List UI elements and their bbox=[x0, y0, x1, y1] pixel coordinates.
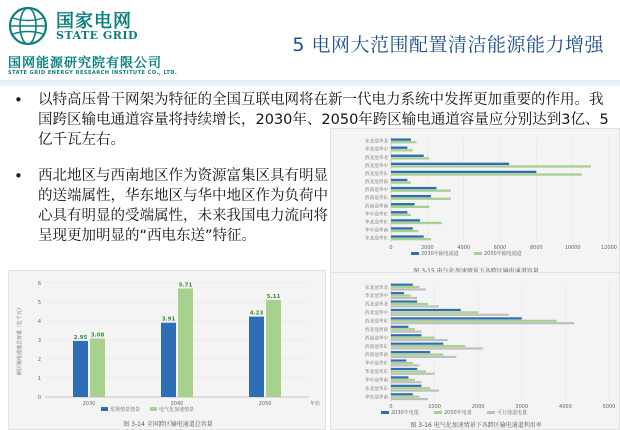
bar bbox=[391, 309, 461, 311]
title-divider-band bbox=[0, 80, 620, 86]
legend-swatch bbox=[474, 252, 482, 255]
figure-3-16-panel bbox=[330, 272, 620, 430]
data-label: 3.91 bbox=[161, 316, 176, 323]
bar bbox=[391, 187, 436, 189]
x-tick-label: 5000 bbox=[602, 404, 616, 410]
bar bbox=[391, 385, 422, 387]
bar bbox=[391, 238, 431, 240]
bar bbox=[391, 149, 413, 151]
legend-label: 2030年输电通道 bbox=[421, 251, 459, 257]
bar bbox=[391, 179, 407, 181]
legend-label: 2030年电量 bbox=[391, 410, 419, 416]
bullet-item bbox=[14, 166, 334, 246]
x-tick-label: 3000 bbox=[515, 404, 529, 410]
x-axis-title: 年份 bbox=[309, 401, 321, 407]
bar bbox=[391, 331, 422, 333]
category-label: 西北送华中 bbox=[365, 163, 388, 169]
bar bbox=[391, 322, 574, 324]
slide-title: 5 电网大范围配置清洁能源能力增强 bbox=[292, 34, 604, 56]
bar bbox=[391, 227, 413, 229]
bar bbox=[391, 155, 424, 157]
bar bbox=[73, 341, 88, 397]
bullet-text: 以特高压骨干网架为特征的全国互联电网将在新一代电力系统中发挥更加重要的作用。我国跨区输电通道容量将持续增长，2030年、2050年跨区输电通道容量应分别达到3亿、5亿千瓦左右。 bbox=[38, 92, 609, 148]
category-label: 西南送华东 bbox=[365, 344, 388, 350]
bullet-text: 西北地区与西南地区作为资源富集区具有明显的送端属性，华东地区与华中地区作为负荷中心具有明显的受端属性，未来我国电力流向将呈现更加明显的“西电东送”特征。 bbox=[38, 168, 328, 244]
legend-swatch bbox=[381, 411, 389, 414]
bar bbox=[391, 353, 443, 355]
category-label: 西北送西南 bbox=[365, 327, 388, 333]
bar bbox=[391, 351, 430, 353]
figure-caption: 图 3-14 全国跨区输电通道总容量 bbox=[123, 421, 213, 428]
bar bbox=[391, 334, 422, 336]
bar bbox=[266, 300, 281, 397]
x-tick-label: 2040 bbox=[170, 401, 184, 407]
institute-english-name: STATE GRID ENERGY RESEARCH INSTITUTE CO., LTD. bbox=[8, 70, 178, 76]
bar bbox=[391, 214, 411, 216]
bar bbox=[391, 181, 411, 183]
bar bbox=[391, 370, 426, 372]
bar bbox=[391, 288, 426, 290]
category-label: 西南送华中 bbox=[365, 336, 388, 342]
legend-label: 可行通道电量 bbox=[497, 410, 528, 416]
y-tick-label: 1 bbox=[37, 375, 41, 382]
category-label: 华北送华东 bbox=[365, 220, 388, 226]
legend-swatch bbox=[487, 411, 495, 414]
logo-chinese-name: 国家电网 bbox=[56, 11, 132, 32]
x-tick-label: 4000 bbox=[559, 404, 572, 410]
x-tick-label: 2000 bbox=[420, 245, 434, 251]
y-tick-label: 3 bbox=[37, 337, 41, 344]
bar bbox=[391, 141, 416, 143]
bar bbox=[391, 356, 456, 358]
bar bbox=[391, 343, 443, 345]
bar bbox=[391, 235, 424, 237]
data-label: 5.71 bbox=[178, 282, 193, 289]
bar bbox=[161, 323, 176, 397]
bar bbox=[391, 284, 413, 286]
bar bbox=[391, 347, 483, 349]
bar bbox=[391, 317, 522, 319]
bar bbox=[391, 311, 478, 313]
bar bbox=[391, 398, 428, 400]
figure-caption: 图 3-16 电气化加速情景下各跨区输电通道利用率 bbox=[410, 422, 542, 429]
bar bbox=[391, 222, 442, 224]
x-tick-label: 4000 bbox=[457, 245, 471, 251]
category-label: 西北送西南 bbox=[365, 180, 388, 186]
legend-swatch bbox=[150, 407, 157, 411]
category-label: 西南送华南 bbox=[365, 204, 388, 210]
x-tick-label: 12000 bbox=[601, 245, 617, 251]
bar bbox=[391, 364, 419, 366]
category-label: 西北送华北 bbox=[365, 302, 388, 308]
bar bbox=[391, 320, 557, 322]
category-label: 华中送华南 bbox=[365, 378, 388, 384]
category-label: 西南送华南 bbox=[365, 353, 388, 359]
y-tick-label: 4 bbox=[37, 318, 41, 325]
bar bbox=[391, 396, 419, 398]
bar bbox=[391, 339, 448, 341]
bar bbox=[178, 289, 193, 397]
data-label: 3.08 bbox=[90, 332, 105, 339]
logo-block bbox=[6, 4, 216, 76]
bar bbox=[391, 328, 415, 330]
bar bbox=[391, 305, 439, 307]
bar bbox=[391, 379, 415, 381]
bullet-marker: • bbox=[14, 167, 23, 185]
bar bbox=[391, 376, 408, 378]
bar bbox=[391, 219, 420, 221]
figure-3-15-chart bbox=[331, 129, 620, 277]
category-label: 西南送华东 bbox=[365, 196, 388, 202]
category-label: 西北送华中 bbox=[365, 311, 388, 317]
category-label: 华中送华东 bbox=[365, 212, 388, 218]
legend-label: 2050年输电通道 bbox=[484, 251, 522, 257]
figure-3-14-panel bbox=[8, 270, 326, 430]
category-label: 东北送华东 bbox=[365, 236, 388, 242]
bar bbox=[391, 173, 582, 175]
bar bbox=[391, 198, 451, 200]
bar bbox=[391, 206, 429, 208]
y-tick-label: 2 bbox=[37, 356, 41, 363]
institute-chinese-name: 国网能源研究院有限公司 bbox=[8, 56, 163, 71]
bar bbox=[391, 326, 408, 328]
bar bbox=[391, 337, 435, 339]
data-label: 2.95 bbox=[73, 334, 88, 341]
category-label: 华中送华南 bbox=[365, 228, 388, 234]
category-label: 华中送华东 bbox=[365, 361, 388, 367]
y-axis-title: 跨区输电通道总容量（亿千瓦） bbox=[17, 304, 23, 376]
bar bbox=[391, 368, 417, 370]
figure-3-16-chart bbox=[331, 273, 620, 430]
bar bbox=[391, 165, 591, 167]
category-label: 东北送华东 bbox=[365, 386, 388, 392]
bar bbox=[391, 297, 417, 299]
legend-swatch bbox=[434, 411, 442, 414]
bar bbox=[391, 314, 509, 316]
x-tick-label: 1000 bbox=[428, 404, 441, 410]
bar bbox=[391, 203, 415, 205]
category-label: 华北送华中 bbox=[365, 294, 388, 300]
bar bbox=[391, 345, 465, 347]
legend-label: 常规情景情景 bbox=[110, 407, 141, 413]
bar bbox=[391, 300, 417, 302]
bar bbox=[249, 317, 264, 397]
bar bbox=[391, 211, 407, 213]
bar bbox=[391, 362, 413, 364]
x-tick-label: 8000 bbox=[529, 245, 543, 251]
bar bbox=[391, 292, 404, 294]
bar bbox=[391, 195, 431, 197]
bar bbox=[391, 294, 411, 296]
y-tick-label: 5 bbox=[37, 299, 41, 306]
figure-3-14-chart bbox=[9, 271, 327, 430]
figure-3-15-panel bbox=[330, 128, 620, 276]
legend-swatch bbox=[411, 252, 419, 255]
category-label: 华北送华东 bbox=[365, 370, 388, 376]
state-grid-logo-icon bbox=[8, 6, 48, 46]
legend-label: 电气化加速情景 bbox=[159, 407, 195, 413]
bar bbox=[391, 303, 428, 305]
bar bbox=[90, 338, 105, 397]
bar bbox=[391, 393, 413, 395]
bar bbox=[391, 381, 422, 383]
bar bbox=[391, 387, 430, 389]
bar bbox=[391, 373, 435, 375]
y-tick-label: 0 bbox=[37, 394, 41, 401]
x-tick-label: 0 bbox=[389, 245, 393, 251]
category-label: 东北送华北 bbox=[365, 285, 388, 291]
bar bbox=[391, 390, 439, 392]
x-tick-label: 6000 bbox=[493, 245, 507, 251]
logo-english-name: STATE GRID bbox=[56, 29, 139, 42]
bar bbox=[391, 286, 419, 288]
x-tick-label: 0 bbox=[389, 404, 393, 410]
bar bbox=[391, 157, 429, 159]
category-label: 华北送华中 bbox=[365, 147, 388, 153]
data-label: 4.23 bbox=[249, 310, 264, 317]
x-tick-label: 2050 bbox=[258, 401, 272, 407]
bar bbox=[391, 190, 451, 192]
legend-swatch bbox=[101, 407, 108, 411]
bar bbox=[391, 230, 418, 232]
data-label: 5.11 bbox=[266, 293, 281, 300]
category-label: 西北送华北 bbox=[365, 155, 388, 161]
x-tick-label: 2030 bbox=[82, 401, 96, 407]
bullet-marker: • bbox=[14, 91, 23, 109]
bar bbox=[391, 138, 411, 140]
bar bbox=[391, 147, 407, 149]
bar bbox=[391, 359, 406, 361]
bar bbox=[391, 171, 536, 173]
x-tick-label: 2000 bbox=[471, 404, 485, 410]
category-label: 西北送华东 bbox=[365, 319, 388, 325]
bar bbox=[391, 163, 509, 165]
legend-label: 2050年电量 bbox=[444, 410, 472, 416]
category-label: 华东送华南 bbox=[365, 395, 388, 401]
category-label: 西南送华中 bbox=[365, 188, 388, 194]
y-tick-label: 6 bbox=[37, 280, 41, 287]
category-label: 西北送华东 bbox=[365, 171, 388, 177]
category-label: 东北送华北 bbox=[365, 139, 388, 145]
x-tick-label: 10000 bbox=[564, 245, 581, 251]
